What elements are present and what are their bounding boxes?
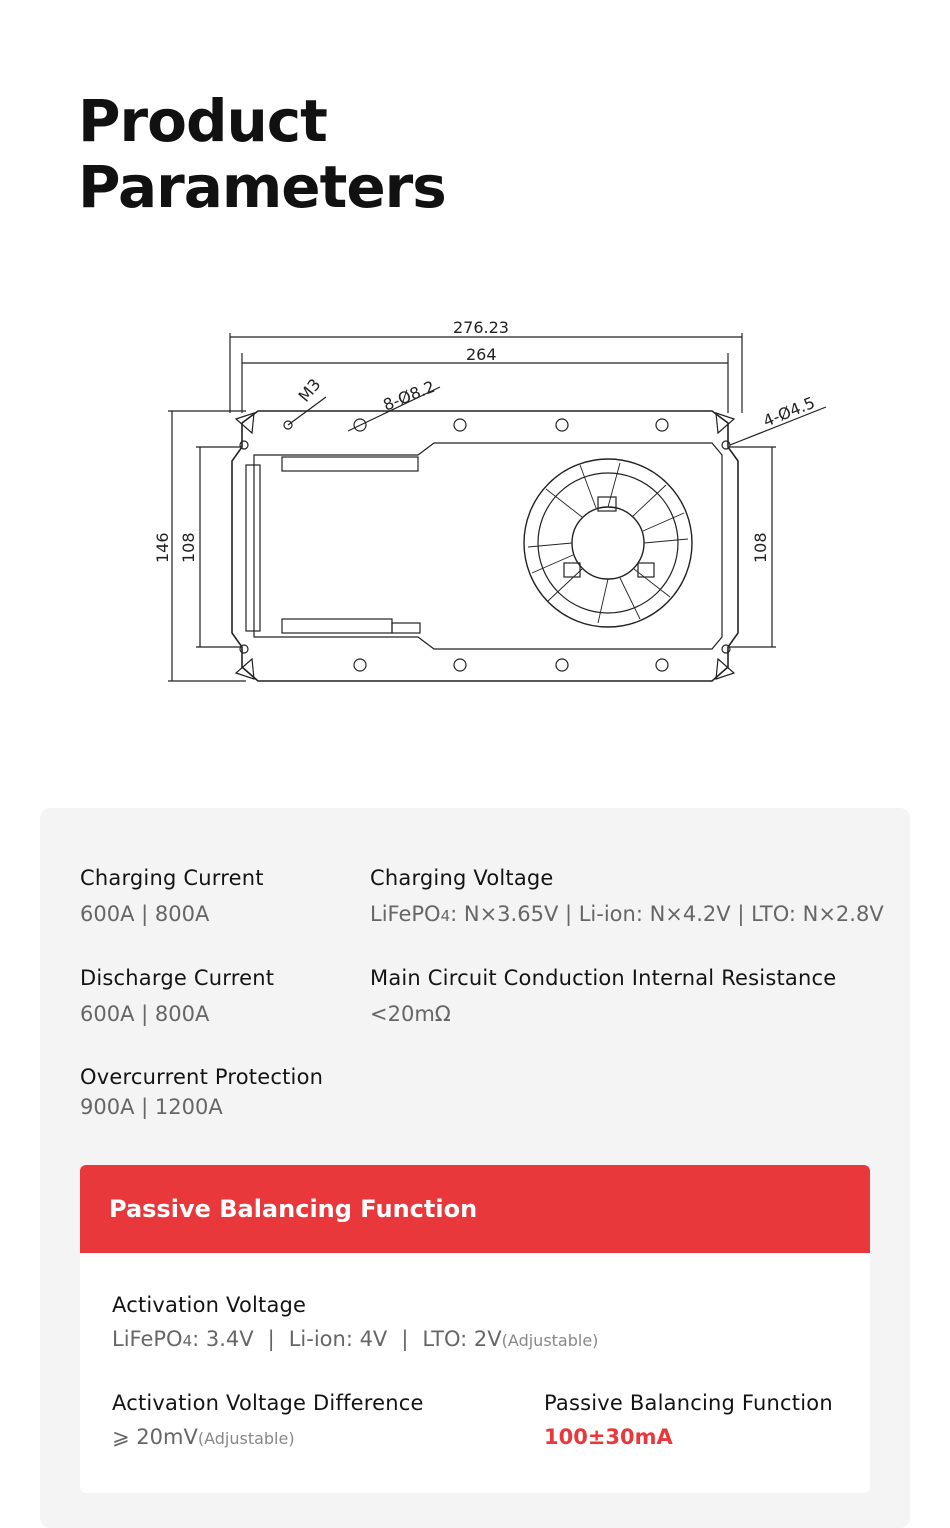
label-m3: M3 [294,374,325,406]
page-title-line2: Parameters [78,153,446,221]
balancing-card [80,1165,870,1493]
param-label: Discharge Current [80,966,275,990]
dimension-height-left: 108 [179,532,198,563]
param-activation-difference [112,1391,424,1449]
param-activation-voltage [112,1293,598,1351]
dimension-overall-width: 276.23 [453,318,509,337]
param-value: 900A | 1200A [80,1095,223,1119]
param-discharge-current [80,966,274,1026]
param-overcurrent-protection [80,1065,323,1119]
param-label: Activation Voltage [112,1293,307,1317]
param-label: Passive Balancing Function [544,1391,833,1415]
page-title-line1: Product [78,87,327,155]
param-internal-resistance [370,966,836,1026]
label-holes-large: 8-Ø8.2 [380,376,438,415]
dimension-height-right: 108 [751,532,770,563]
param-label: Charging Voltage [370,866,554,890]
param-value: 600A | 800A [80,902,210,926]
dimension-width: 264 [466,345,497,364]
balancing-card-header: Passive Balancing Function [80,1165,870,1253]
param-charging-current [80,866,264,926]
param-label: Overcurrent Protection [80,1065,324,1089]
dimension-drawing [150,305,830,695]
param-label: Main Circuit Conduction Internal Resistance [370,966,837,990]
dimension-height-overall: 146 [153,532,172,563]
param-label: Activation Voltage Difference [112,1391,424,1415]
param-value: LiFePO4: N×3.65V | Li-ion: N×4.2V | LTO: N×2.8V [370,902,884,926]
param-value: LiFePO4: 3.4V | Li-ion: 4V | LTO: 2V(Adjustable) [112,1327,599,1351]
label-holes-small: 4-Ø4.5 [760,392,818,431]
param-value: 100±30mA [544,1425,673,1449]
param-charging-voltage [370,866,884,926]
param-value: ⩾ 20mV(Adjustable) [112,1425,295,1449]
param-value: 600A | 800A [80,1002,210,1026]
param-label: Charging Current [80,866,264,890]
page-title [78,88,446,220]
param-balancing-current [544,1391,833,1449]
param-value: <20mΩ [370,1002,451,1026]
